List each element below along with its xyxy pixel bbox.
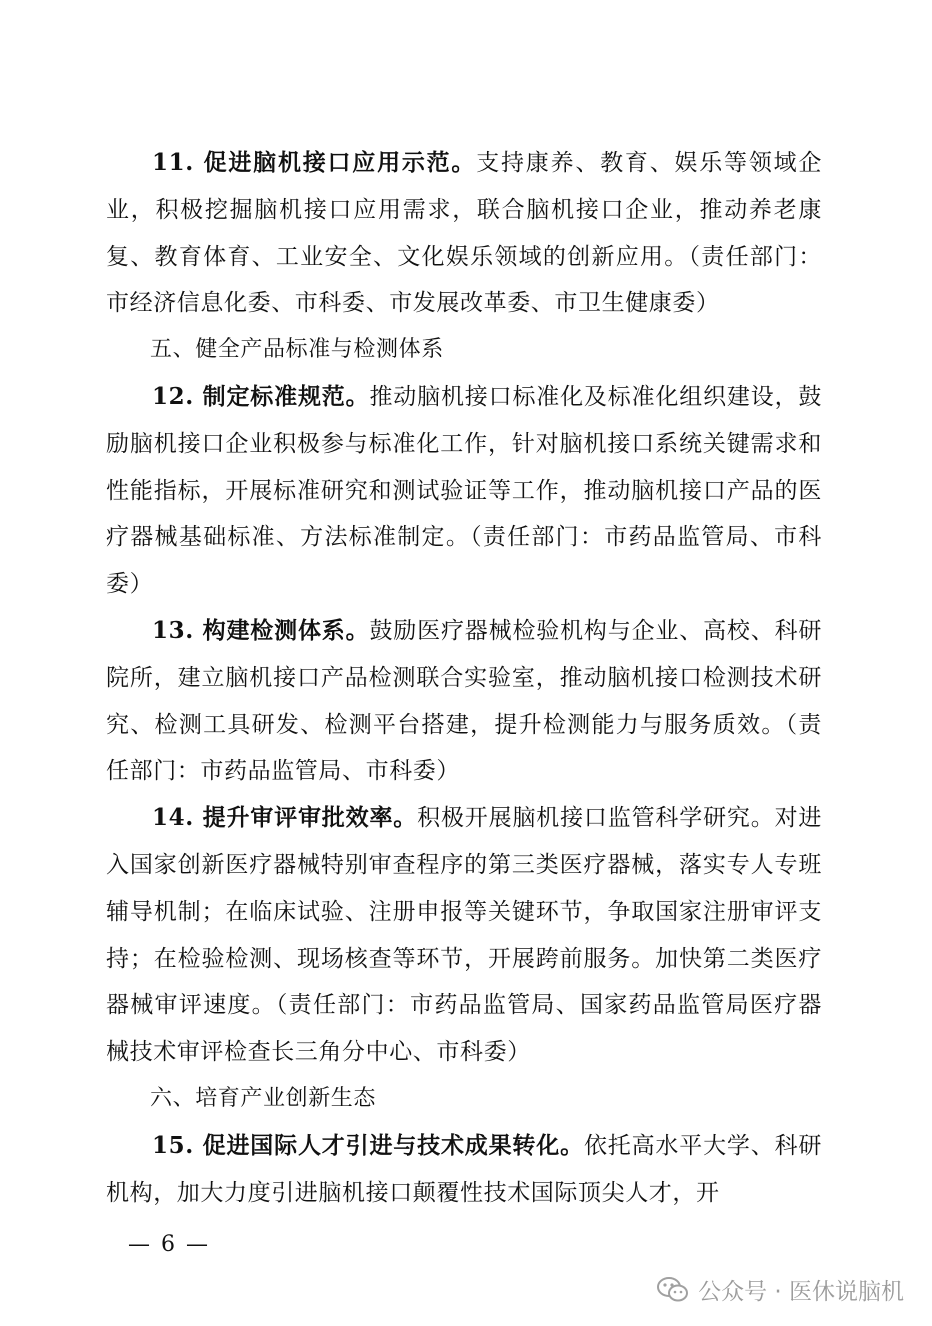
paragraph-lead: 15. 促进国际人才引进与技术成果转化。 xyxy=(152,1131,584,1159)
paragraph-lead: 14. 提升审评审批效率。 xyxy=(152,804,418,832)
page-number: — 6 — xyxy=(128,1232,210,1257)
document-body xyxy=(106,140,822,1216)
paragraph-lead: 12. 制定标准规范。 xyxy=(152,382,370,410)
paragraph-item-14 xyxy=(106,795,822,1076)
wechat-icon xyxy=(656,1275,690,1305)
section-heading-6: 六、培育产业创新生态 xyxy=(150,1085,377,1111)
section-heading-5: 五、健全产品标准与检测体系 xyxy=(150,337,444,363)
paragraph-text: 推动脑机接口标准化及标准化组织建设，鼓励脑机接口企业积极参与标准化工作，针对脑机接口系统关键需求和性能指标，开展标准研究和测试验证等工作，推动脑机接口产品的医疗器械基础标准、方法标准制定。（责任部门：市药品监管局、市科委） xyxy=(106,383,823,598)
paragraph-item-15 xyxy=(106,1123,822,1217)
paragraph-text: 依托高水平大学、科研机构，加大力度引进脑机接口颠覆性技术国际顶尖人才，开 xyxy=(106,1132,823,1206)
paragraph-lead: 11. 促进脑机接口应用示范。 xyxy=(152,149,477,176)
paragraph-item-12 xyxy=(106,374,822,608)
paragraph-text: 鼓励医疗器械检验机构与企业、高校、科研院所，建立脑机接口产品检测联合实验室，推动脑机接口检测技术研究、检测工具研发、检测平台搭建，提升检测能力与服务质效。（责任部门：市药品监管局、市科委） xyxy=(106,617,823,785)
paragraph-lead: 13. 构建检测体系。 xyxy=(152,616,370,644)
paragraph-text: 积极开展脑机接口监管科学研究。对进入国家创新医疗器械特别审查程序的第三类医疗器械，落实专人专班辅导机制；在临床试验、注册申报等关键环节，争取国家注册审评支持；在检验检测、现场核查等环节，开展跨前服务。加快第二类医疗器械审评速度。（责任部门：市药品监管局、国家药品监管局医疗器械技术审评检查长三角分中心、市科委） xyxy=(106,805,822,1066)
paragraph-text: 支持康养、教育、娱乐等领域企业，积极挖掘脑机接口应用需求，联合脑机接口企业，推动养老康复、教育体育、工业安全、文化娱乐领域的创新应用。（责任部门：市经济信息化委、市科委、市发展改革委、市卫生健康委） xyxy=(106,150,822,317)
watermark xyxy=(656,1273,904,1306)
paragraph-item-13 xyxy=(106,608,822,795)
watermark-text: 公众号 · 医休说脑机 xyxy=(698,1279,904,1305)
paragraph-item-11 xyxy=(106,140,822,327)
